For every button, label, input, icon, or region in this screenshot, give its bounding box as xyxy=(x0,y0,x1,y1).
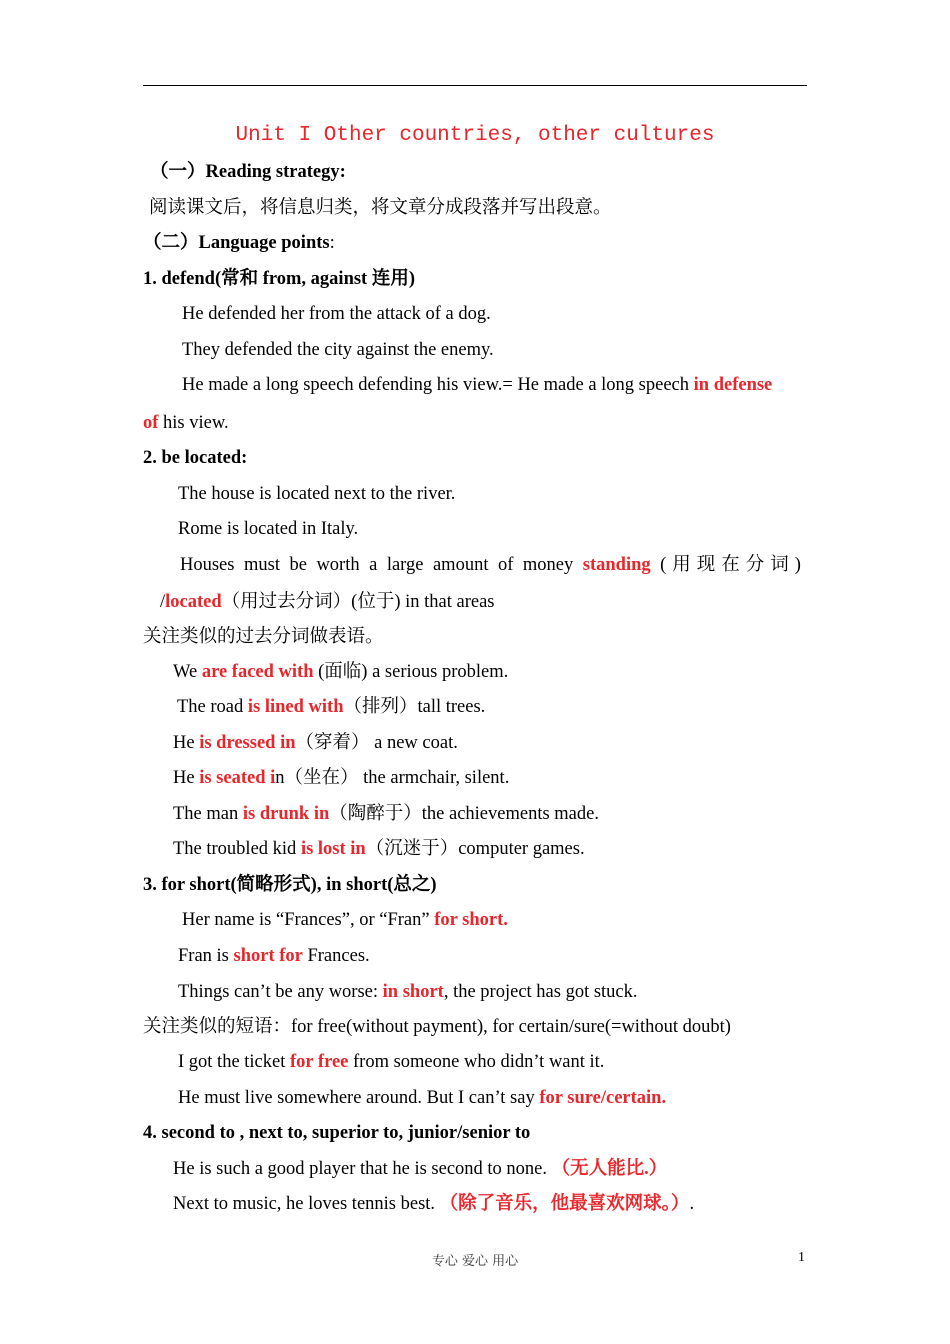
item-1-heading: 1. defend(常和 from, against 连用) xyxy=(143,269,416,289)
example-sentence: He defended her from the attack of a dog. xyxy=(182,304,491,324)
section-language-points: （二）Language points: xyxy=(143,233,335,253)
example-sentence: He is such a good player that he is second to none. （无人能比.） xyxy=(173,1159,668,1179)
note-text: 关注类似的过去分词做表语。 xyxy=(143,627,384,647)
item-3-heading: 3. for short(简略形式), in short(总之) xyxy=(143,875,437,895)
example-sentence: He is seated in（坐在） the armchair, silent. xyxy=(173,768,510,788)
example-sentence-cont: of his view. xyxy=(143,413,229,433)
item-2-heading: 2. be located: xyxy=(143,448,248,468)
example-sentence: The man is drunk in（陶醉于）the achievements made. xyxy=(173,804,599,824)
example-sentence: They defended the city against the enemy. xyxy=(182,340,494,360)
section-reading-strategy: （一）Reading strategy: xyxy=(150,162,346,182)
example-sentence: He is dressed in（穿着） a new coat. xyxy=(173,733,458,753)
note-text: 关注类似的短语：for free(without payment), for certain/sure(=without doubt) xyxy=(143,1017,731,1037)
example-sentence: Things can’t be any worse: in short, the project has got stuck. xyxy=(178,982,638,1002)
example-sentence: Fran is short for Frances. xyxy=(178,946,370,966)
example-sentence-cont: /located（用过去分词）(位于) in that areas xyxy=(160,592,495,612)
example-sentence: He made a long speech defending his view.= He made a long speech in defense xyxy=(182,375,773,395)
header-rule xyxy=(143,85,807,86)
example-sentence: The road is lined with（排列）tall trees. xyxy=(177,697,486,717)
example-sentence: Her name is “Frances”, or “Fran” for short. xyxy=(182,910,508,930)
page-footer: 专心 爱心 用心 xyxy=(431,1254,519,1269)
example-sentence: He must live somewhere around. But I can’t say for sure/certain. xyxy=(178,1088,667,1108)
item-4-heading: 4. second to , next to, superior to, junior/senior to xyxy=(143,1123,531,1143)
example-sentence: I got the ticket for free from someone who didn’t want it. xyxy=(178,1052,605,1072)
example-sentence: Next to music, he loves tennis best. （除了音乐，他最喜欢网球。）. xyxy=(173,1194,695,1214)
example-sentence: We are faced with (面临) a serious problem. xyxy=(173,662,509,682)
example-sentence: Rome is located in Italy. xyxy=(178,519,359,539)
example-sentence: The troubled kid is lost in（沉迷于）computer games. xyxy=(173,839,585,859)
example-sentence: The house is located next to the river. xyxy=(178,484,456,504)
page-number: 1 xyxy=(798,1250,805,1265)
reading-strategy-text: 阅读课文后，将信息归类，将文章分成段落并写出段意。 xyxy=(149,198,612,218)
page-title: Unit I Other countries, other cultures xyxy=(235,124,715,147)
example-sentence-justified: Houses must be worth a large amount of money standing (用现在分词) xyxy=(180,555,807,575)
